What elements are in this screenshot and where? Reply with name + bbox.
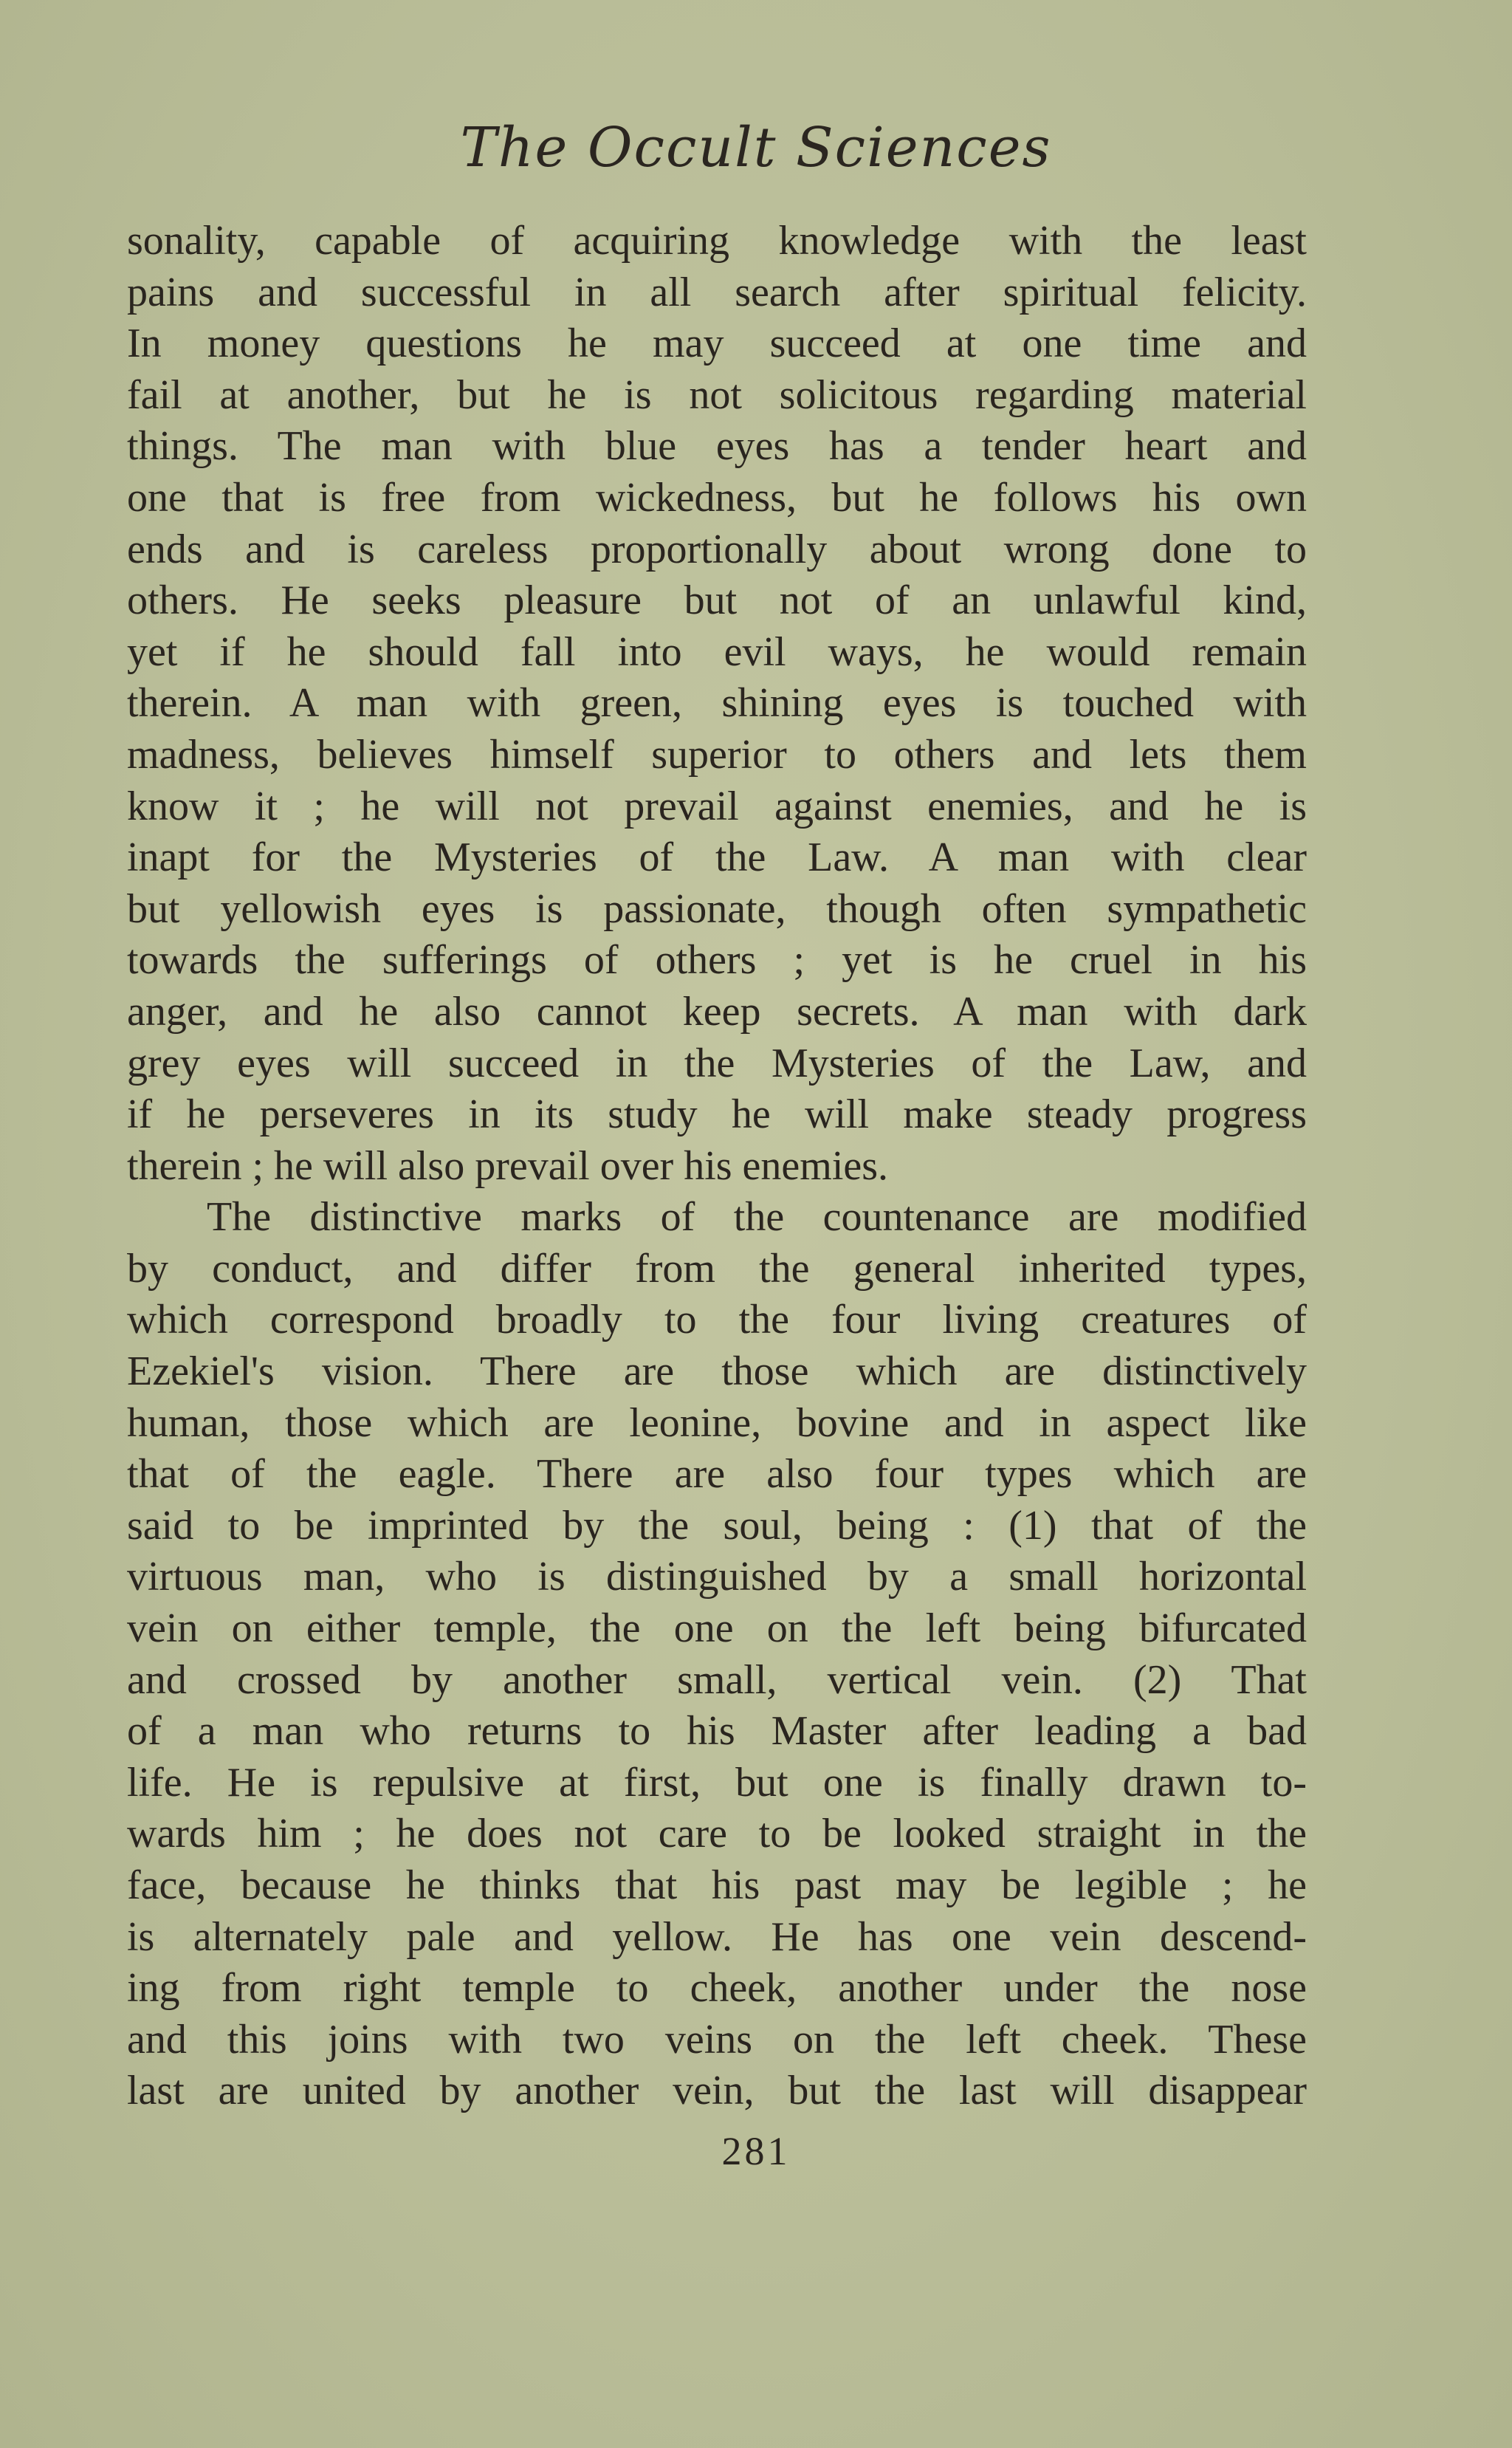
text-line: but yellowish eyes is passionate, though often sympathetic xyxy=(127,885,1307,932)
text-line: if he perseveres in its study he will make steady progress xyxy=(127,1091,1307,1138)
text-line: ends and is careless proportionally about wrong done to xyxy=(127,526,1307,572)
text-line: yet if he should fall into evil ways, he would remain xyxy=(127,628,1307,675)
text-line: anger, and he also cannot keep secrets. A man with dark xyxy=(127,988,1307,1035)
text-line: therein ; he will also prevail over his enemies. xyxy=(127,1142,889,1189)
text-line: Ezekiel's vision. There are those which are distinctively xyxy=(127,1348,1307,1395)
text-line: one that is free from wickedness, but he follows his own xyxy=(127,474,1307,521)
text-line: madness, believes himself superior to others and lets them xyxy=(127,731,1307,778)
text-line: virtuous man, who is distinguished by a small horizontal xyxy=(127,1554,1307,1600)
text-line: grey eyes will succeed in the Mysteries of the Law, and xyxy=(127,1040,1307,1086)
body-text xyxy=(127,216,1307,2117)
text-line: therein. A man with green, shining eyes is touched with xyxy=(127,680,1307,727)
text-line: human, those which are leonine, bovine and in aspect like xyxy=(127,1399,1307,1446)
text-line: last are united by another vein, but the last will disappear xyxy=(127,2068,1307,2114)
text-line: fail at another, but he is not solicitous regarding material xyxy=(127,371,1307,418)
text-line: face, because he thinks that his past may be legible ; he xyxy=(127,1862,1307,1908)
text-line: wards him ; he does not care to be looked straight in the xyxy=(127,1811,1307,1857)
text-line: and crossed by another small, vertical vein. (2) That xyxy=(127,1656,1307,1703)
text-line: others. He seeks pleasure but not of an unlawful kind, xyxy=(127,577,1307,624)
text-line: sonality, capable of acquiring knowledge with the least xyxy=(127,218,1307,264)
text-line: that of the eagle. There are also four types which are xyxy=(127,1451,1307,1498)
text-line: by conduct, and differ from the general inherited types, xyxy=(127,1245,1307,1292)
text-line: vein on either temple, the one on the left being bifurcated xyxy=(127,1605,1307,1652)
text-line: which correspond broadly to the four living creatures of xyxy=(127,1297,1307,1343)
running-head: The Occult Sciences xyxy=(460,116,1052,179)
text-line: know it ; he will not prevail against enemies, and he is xyxy=(127,783,1307,829)
text-line: life. He is repulsive at first, but one is finally drawn to- xyxy=(127,1759,1307,1806)
page-number: 281 xyxy=(721,2129,791,2173)
paragraph-2 xyxy=(127,1192,1307,2117)
paragraph-1 xyxy=(127,216,1307,1192)
text-line: ing from right temple to cheek, another under the nose xyxy=(127,1965,1307,2012)
text-line: In money questions he may succeed at one time and xyxy=(127,320,1307,367)
text-line: is alternately pale and yellow. He has one vein descend- xyxy=(127,1913,1307,1960)
text-line: things. The man with blue eyes has a tender heart and xyxy=(127,423,1307,470)
text-line: of a man who returns to his Master after leading a bad xyxy=(127,1708,1307,1755)
text-line: The distinctive marks of the countenance are modified xyxy=(207,1194,1307,1241)
text-line: pains and successful in all search after spiritual felicity. xyxy=(127,269,1307,315)
text-line: towards the sufferings of others ; yet is he cruel in his xyxy=(127,937,1307,984)
text-line: said to be imprinted by the soul, being : (1) that of the xyxy=(127,1502,1307,1549)
text-line: inapt for the Mysteries of the Law. A man with clear xyxy=(127,834,1307,881)
text-line: and this joins with two veins on the left cheek. These xyxy=(127,2016,1307,2063)
